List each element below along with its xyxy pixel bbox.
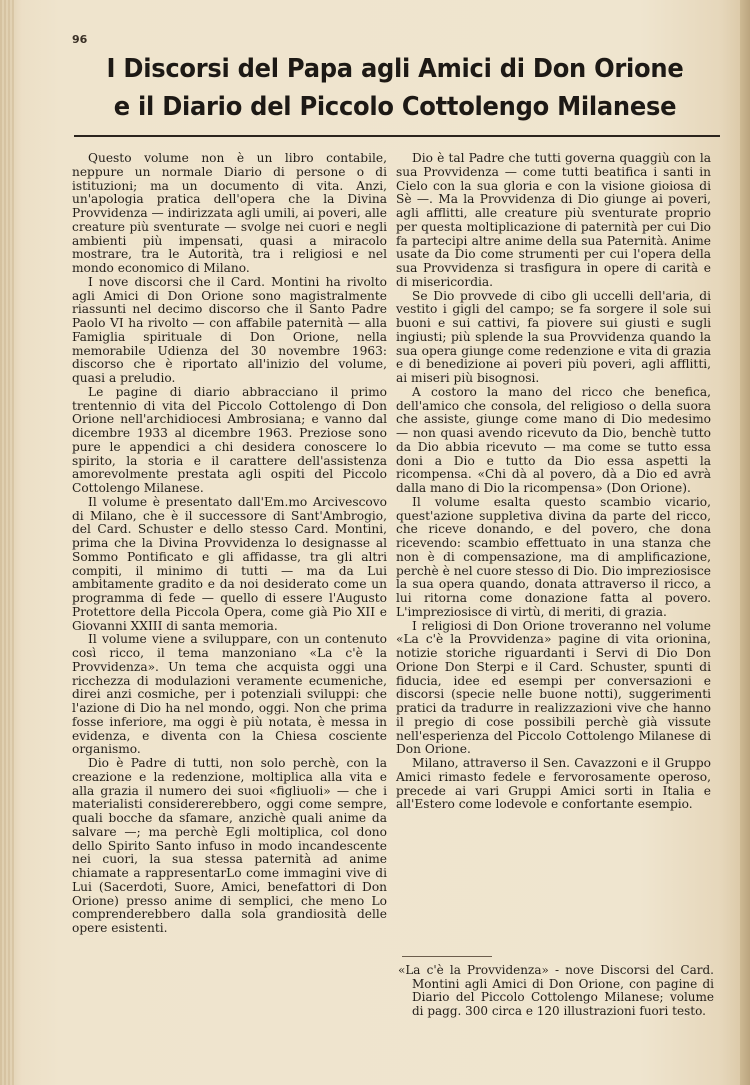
page-right-edge xyxy=(740,0,750,1085)
article-title: I Discorsi del Papa agli Amici di Don Orione e il Diario del Piccolo Cottolengo Milanese xyxy=(106,54,684,122)
paragraph: A costoro la mano del ricco che benefica, dell'amico che consola, del religioso o della suora che assiste, giunge come mano di Dio medesimo — non quasi avendo ricevuto da Dio, benchè tutto da Dio abbia ricevuto — ma come se tutto essa doni a Dio e tutto da Dio essa aspetti la ricompensa. «Chi dà al povero, dà a Dio ed avrà dalla mano di Dio la ricompensa» (Don Orione). xyxy=(396,384,711,495)
page-number: 96 xyxy=(72,33,88,46)
note-separator xyxy=(402,956,492,957)
paragraph: Il volume viene a sviluppare, con un contenuto così ricco, il tema manzoniano «La c'è la Provvidenza». Un tema che acquista oggi una ricchezza di modulazioni veramente ecumeniche, direi anzi cosmiche, per i potenziali sviluppi: che l'azione di Dio ha nel mondo, oggi. Non che prima fosse inferiore, ma oggi è più notata, è messa in evidenza, e diventa con la Chiesa cosciente organismo. xyxy=(72,632,387,757)
title-rule xyxy=(74,135,720,137)
article-left-column xyxy=(72,152,387,936)
book-note-text: «La c'è la Provvidenza» - nove Discorsi del Card. Montini agli Amici di Don Orione, con pagine di Diario del Piccolo Cottolengo Milanese; volume di pagg. 300 circa e 120 illustrazioni fuori testo. xyxy=(398,963,714,1018)
paragraph: I nove discorsi che il Card. Montini ha rivolto agli Amici di Don Orione sono magistralmente riassunti nel decimo discorso che il Santo Padre Paolo VI ha rivolto — con affabile paternità — alla Famiglia spirituale di Don Orione, nella memorabile Udienza del 30 novembre 1963: discorso che è riportato all'inizio del volume, quasi a preludio. xyxy=(72,274,387,385)
paragraph: Milano, attraverso il Sen. Cavazzoni e il Gruppo Amici rimasto fedele e fervorosamente operoso, precede ai vari Gruppi Amici sorti in Italia e all'Estero come lodevole e confortante esempio. xyxy=(396,756,711,812)
paragraph: Le pagine di diario abbracciano il primo trentennio di vita del Piccolo Cottolengo di Don Orione nell'archidiocesi Ambrosiana; e vanno dal dicembre 1933 al dicembre 1963. Preziose sono pure le appendici a chi desidera conoscere lo spirito, la storia e il carattere dell'assistenza amorevolmente prestata agli ospiti del Piccolo Cottolengo Milanese. xyxy=(72,384,387,495)
paragraph: Questo volume non è un libro contabile, neppure un normale Diario di persone o di istituzioni; ma un documento di vita. Anzi, un'apologia pratica dell'opera che la Divina Provvidenza — indirizzata agli umili, ai poveri, alle creature più sventurate — svolge nei cuori e negli ambienti più impensati, quasi a miracolo mostrare, tra le Autorità, tra i religiosi e nel mondo economico di Milano. xyxy=(72,151,387,275)
paragraph: Il volume è presentato dall'Em.mo Arcivescovo di Milano, che è il successore di Sant'Ambrogio, del Card. Schuster e dello stesso Card. Montini, prima che la Divina Provvidenza lo designasse al Sommo Pontificato e gli affidasse, tra gli altri compiti, il minimo di tutti — ma da Lui ambitamente gradito e da noi desiderato come un programma di fede — quello di essere l'Augusto Protettore della Piccola Opera, come già Pio XII e Giovanni XXIII di santa memoria. xyxy=(72,494,387,633)
paragraph: Dio è Padre di tutti, non solo perchè, con la creazione e la redenzione, moltiplica alla vita e alla grazia il numero dei suoi «figliuoli» — che i materialisti considererebbero, oggi come sempre, quali bocche da sfamare, anzichè quali anime da salvare —; ma perchè Egli moltiplica, col dono dello Spirito Santo infuso in modo incandescente nei cuori, la sua stessa paternità ad anime chiamate a rappresentarLo come immagini vive di Lui (Sacerdoti, Suore, Amici, benefattori di Don Orione) presso anime di semplici, che meno Lo comprenderebbero dalla sola grandiosità delle opere esistenti. xyxy=(72,756,387,935)
paragraph: Dio è tal Padre che tutti governa quaggiù con la sua Provvidenza — come tutti beatifica i santi in Cielo con la sua gloria e con la visione gioiosa di Sè —. Ma la Provvidenza di Dio giunge ai poveri, agli afflitti, alle creature più sventurate proprio per questa moltiplicazione di paternità per cui Dio fa partecipi altre anime della sua Paternità. Anime usate da Dio come strumenti per cui l'opera della sua Provvidenza si trasfigura in opere di carità e di misericordia. xyxy=(396,151,711,289)
page-binding-edge xyxy=(0,0,14,1085)
paragraph: Il volume esalta questo scambio vicario, quest'azione suppletiva divina da parte del ricco, che riceve donando, e del povero, che dona ricevendo: scambio effettuato in una stanza che non è di compensazione, ma di amplificazione, perchè è nel cuore stesso di Dio. Dio impreziosisce la sua opera quando, donata attraverso il ricco, a lui ritorna come donazione fatta al povero. L'impreziosisce di virtù, di meriti, di grazia. xyxy=(396,494,711,619)
article-right-column xyxy=(396,152,711,812)
paragraph: Se Dio provvede di cibo gli uccelli dell'aria, di vestito i gigli del campo; se fa sorgere il sole sui buoni e sui cattivi, fa piovere sui giusti e sugli ingiusti; più splende la sua Provvidenza quando la sua opera giunge come redenzione e vita di grazia e di benedizione ai poveri più poveri, agli afflitti, ai miseri più bisognosi. xyxy=(396,288,711,385)
book-note xyxy=(398,964,714,1018)
paragraph: I religiosi di Don Orione troveranno nel volume «La c'è la Provvidenza» pagine di vita orionina, notizie storiche riguardanti i Servi di Dio Don Orione Don Sterpi e il Card. Schuster, spunti di fiducia, idee ed esempi per conversazioni e discorsi (specie nelle buone notti), suggerimenti pratici da tradurre in realizzazioni vive che hanno il pregio di cose possibili perchè già vissute nell'esperienza del Piccolo Cottolengo Milanese di Don Orione. xyxy=(396,618,711,757)
